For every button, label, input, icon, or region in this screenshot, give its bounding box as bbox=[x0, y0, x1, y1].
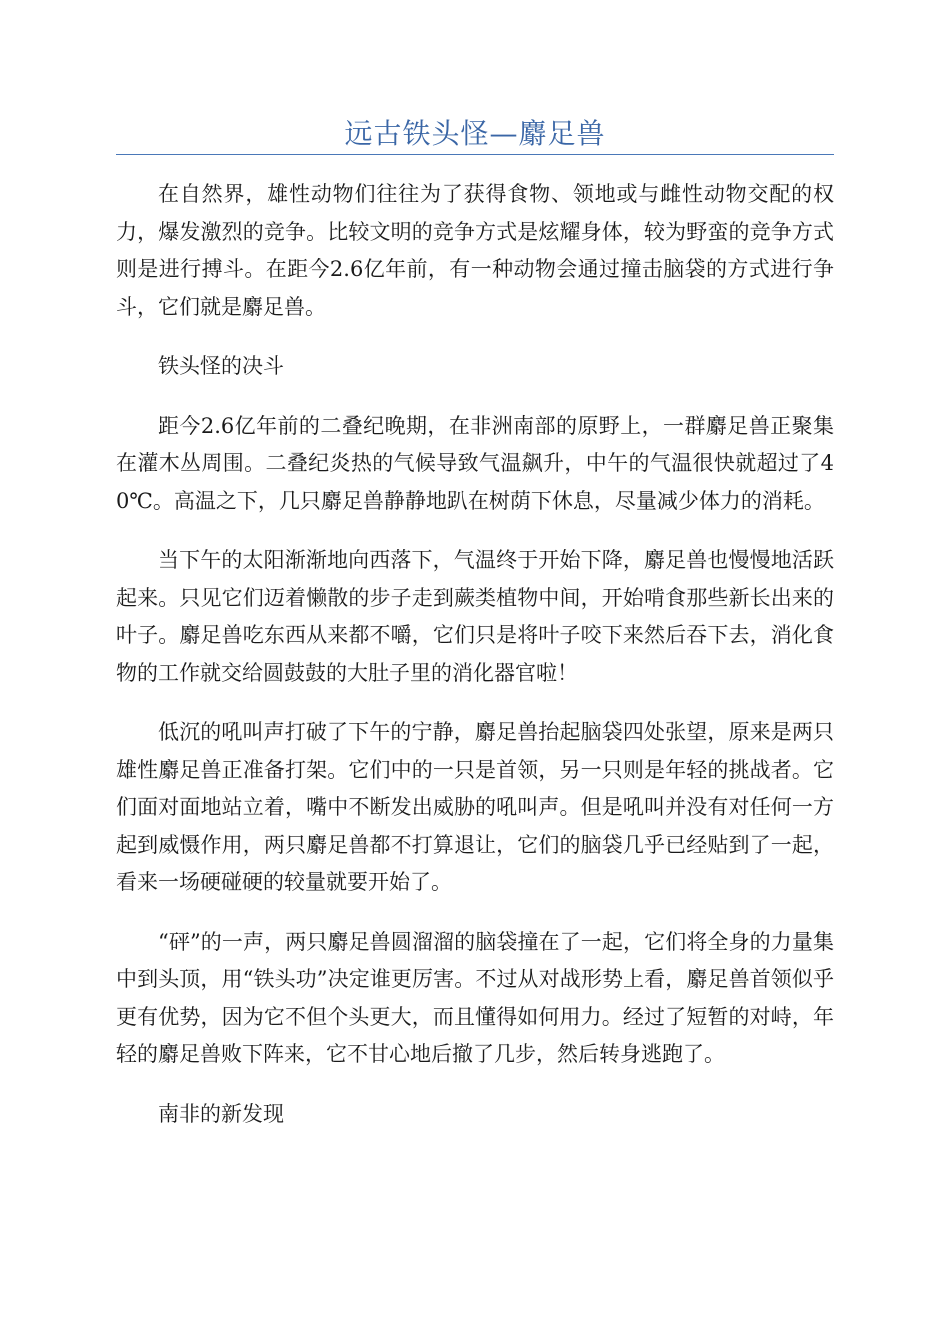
document-body bbox=[116, 176, 834, 1155]
paragraph: “砰”的一声，两只麝足兽圆溜溜的脑袋撞在了一起，它们将全身的力量集中到头顶，用“铁头功”决定谁更厉害。不过从对战形势上看，麝足兽首领似乎更有优势，因为它不但个头更大，而且懂得如何用力。经过了短暂的对峙，年轻的麝足兽败下阵来，它不甘心地后撤了几步，然后转身逃跑了。 bbox=[116, 929, 834, 1066]
paragraph-intro: 在自然界，雄性动物们往往为了获得食物、领地或与雌性动物交配的权力，爆发激烈的竞争。比较文明的竞争方式是炫耀身体，较为野蛮的竞争方式则是进行搏斗。在距今2.6亿年前，有一种动物会通过撞击脑袋的方式进行争斗，它们就是麝足兽。 bbox=[116, 182, 834, 319]
page-title: 远古铁头怪—麝足兽 bbox=[344, 117, 606, 150]
paragraph: 低沉的吼叫声打破了下午的宁静，麝足兽抬起脑袋四处张望，原来是两只雄性麝足兽正准备打架。它们中的一只是首领，另一只则是年轻的挑战者。它们面对面地站立着，嘴中不断发出威胁的吼叫声。但是吼叫并没有对任何一方起到威慑作用，两只麝足兽都不打算退让，它们的脑袋几乎已经贴到了一起，看来一场硬碰硬的较量就要开始了。 bbox=[116, 720, 834, 894]
paragraph: 距今2.6亿年前的二叠纪晚期，在非洲南部的原野上，一群麝足兽正聚集在灌木丛周围。二叠纪炎热的气候导致气温飙升，中午的气温很快就超过了40℃。高温之下，几只麝足兽静静地趴在树荫下休息，尽量减少体力的消耗。 bbox=[116, 413, 834, 513]
title-underline bbox=[116, 154, 834, 155]
section-heading: 铁头怪的决斗 bbox=[158, 354, 284, 378]
paragraph: 当下午的太阳渐渐地向西落下，气温终于开始下降，麝足兽也慢慢地活跃起来。只见它们迈着懒散的步子走到蕨类植物中间，开始啃食那些新长出来的叶子。麝足兽吃东西从来都不嚼，它们只是将叶子咬下来然后吞下去，消化食物的工作就交给圆鼓鼓的大肚子里的消化器官啦！ bbox=[116, 548, 834, 685]
section-heading: 南非的新发现 bbox=[158, 1101, 284, 1126]
